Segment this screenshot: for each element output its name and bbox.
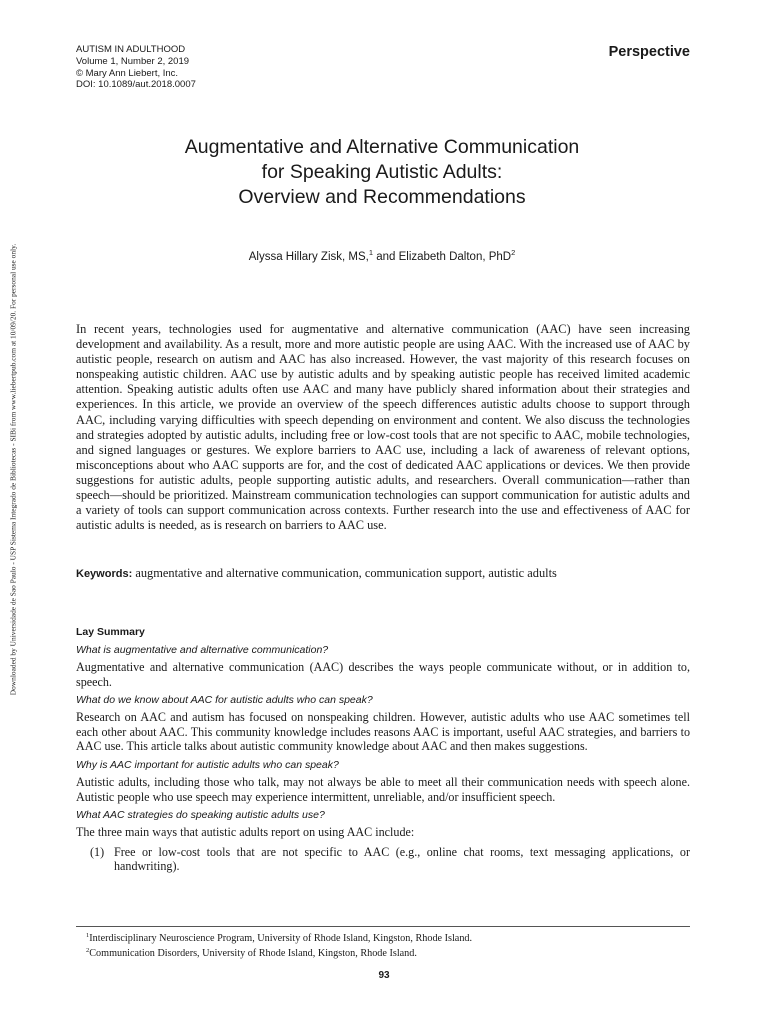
title-line: Overview and Recommendations	[238, 186, 526, 208]
section-label: Perspective	[608, 44, 690, 60]
footnote-marker: 2	[86, 946, 90, 954]
lay-answer: Augmentative and alternative communication (AAC) describes the ways people communicate without, or in addition to, speech.	[76, 660, 690, 689]
lay-summary-heading: Lay Summary	[76, 626, 145, 638]
lay-answer: The three main ways that autistic adults report on using AAC include:	[76, 825, 415, 840]
footnote-text: Communication Disorders, University of Rhode Island, Kingston, Rhode Island.	[89, 947, 417, 959]
lay-answer: Autistic adults, including those who talk, may not always be able to meet all their communication needs with speech alone. Autistic people who use speech may experience intermittent, unreliable, and/or insufficient speech.	[76, 774, 690, 804]
list-item	[90, 845, 690, 874]
author-name: Elizabeth Dalton, PhD	[398, 251, 512, 263]
footnote-text: Interdisciplinary Neuroscience Program, University of Rhode Island, Kingston, Rhode Island.	[89, 933, 473, 944]
journal-info	[76, 44, 196, 91]
footnote-divider	[76, 926, 690, 927]
list-item-text: Free or low-cost tools that are not specific to AAC (e.g., online chat rooms, text messaging applications, or handwriting).	[114, 844, 690, 874]
lay-question: Why is AAC important for autistic adults who can speak?	[76, 758, 339, 771]
keywords-text: augmentative and alternative communication, communication support, autistic adults	[132, 566, 557, 580]
footnotes	[86, 930, 472, 960]
lay-summary	[76, 626, 690, 874]
affiliation-marker: 1	[368, 248, 374, 257]
footnote-marker: 1	[86, 932, 90, 939]
affiliation-marker: 2	[511, 248, 516, 257]
journal-volume: Volume 1, Number 2, 2019	[76, 55, 190, 67]
lay-question: What do we know about AAC for autistic adults who can speak?	[76, 694, 373, 707]
lay-answer: Research on AAC and autism has focused on nonspeaking children. However, autistic adults who use AAC sometimes tell each other about AAC. This community knowledge includes reasons AAC is important, useful AAC strategies, and barriers to AAC use. This article talks about autistic community knowledge about AAC and then makes suggestions.	[76, 710, 690, 754]
author-joiner: and	[373, 251, 399, 263]
copyright-notice: © Mary Ann Liebert, Inc.	[76, 67, 179, 79]
title-line: Augmentative and Alternative Communication	[184, 136, 580, 158]
lay-question: What is augmentative and alternative communication?	[76, 644, 329, 656]
keywords	[76, 566, 690, 582]
keywords-label: Keywords:	[76, 568, 133, 580]
author-list	[76, 248, 688, 263]
title-line: for Speaking Autistic Adults:	[261, 161, 503, 183]
journal-name: AUTISM IN ADULTHOOD	[76, 44, 186, 55]
list-item-number: (1)	[90, 844, 105, 859]
lay-question: What AAC strategies do speaking autistic adults use?	[76, 809, 325, 822]
footnote	[86, 930, 472, 945]
article-title	[76, 135, 688, 210]
page-number: 93	[378, 970, 390, 981]
abstract: In recent years, technologies used for augmentative and alternative communication (AAC) have seen increasing development and availability. As a result, more and more autistic people are using AAC. With the increased use of AAC by autistic people, research on autism and AAC has also increased. However, the vast majority of this research focuses on nonspeaking autistic children. AAC use by autistic adults and by speaking autistic people has received limited academic attention. Speaking autistic adults often use AAC and many have publicly shared information about their strategies and experiences. In this article, we provide an overview of the speech differences autistic adults choose to support through AAC, including varying difficulties with speech depending on environment and content. We also discuss the technologies and strategies adopted by autistic adults, including free or low-cost tools that are not specific to AAC, mobile technologies, and signed languages or gestures. We explore barriers to AAC use, including a lack of awareness of relevant options, misconceptions about who AAC supports are for, and the cost of dedicated AAC applications or devices. We then provide suggestions for autistic adults, people supporting autistic adults, and researchers. Overall communication—rather than speech—should be prioritized. Mainstream communication technologies can support communication for autistic adults and a variety of tools can support communication across contexts. Further research into the use and effectiveness of AAC for autistic adults is needed, as is research on barriers to AAC use.	[76, 322, 690, 533]
download-notice: Downloaded by Universidade de Sao Paulo - USP Sistema Integrado de Bibliotecas - SIBi from www.liebertpub.com at 10/09/20. For personal use only.	[8, 243, 18, 696]
doi: DOI: 10.1089/aut.2018.0007	[76, 79, 196, 91]
footnote	[86, 945, 472, 960]
author-name: Alyssa Hillary Zisk, MS,	[248, 251, 369, 263]
